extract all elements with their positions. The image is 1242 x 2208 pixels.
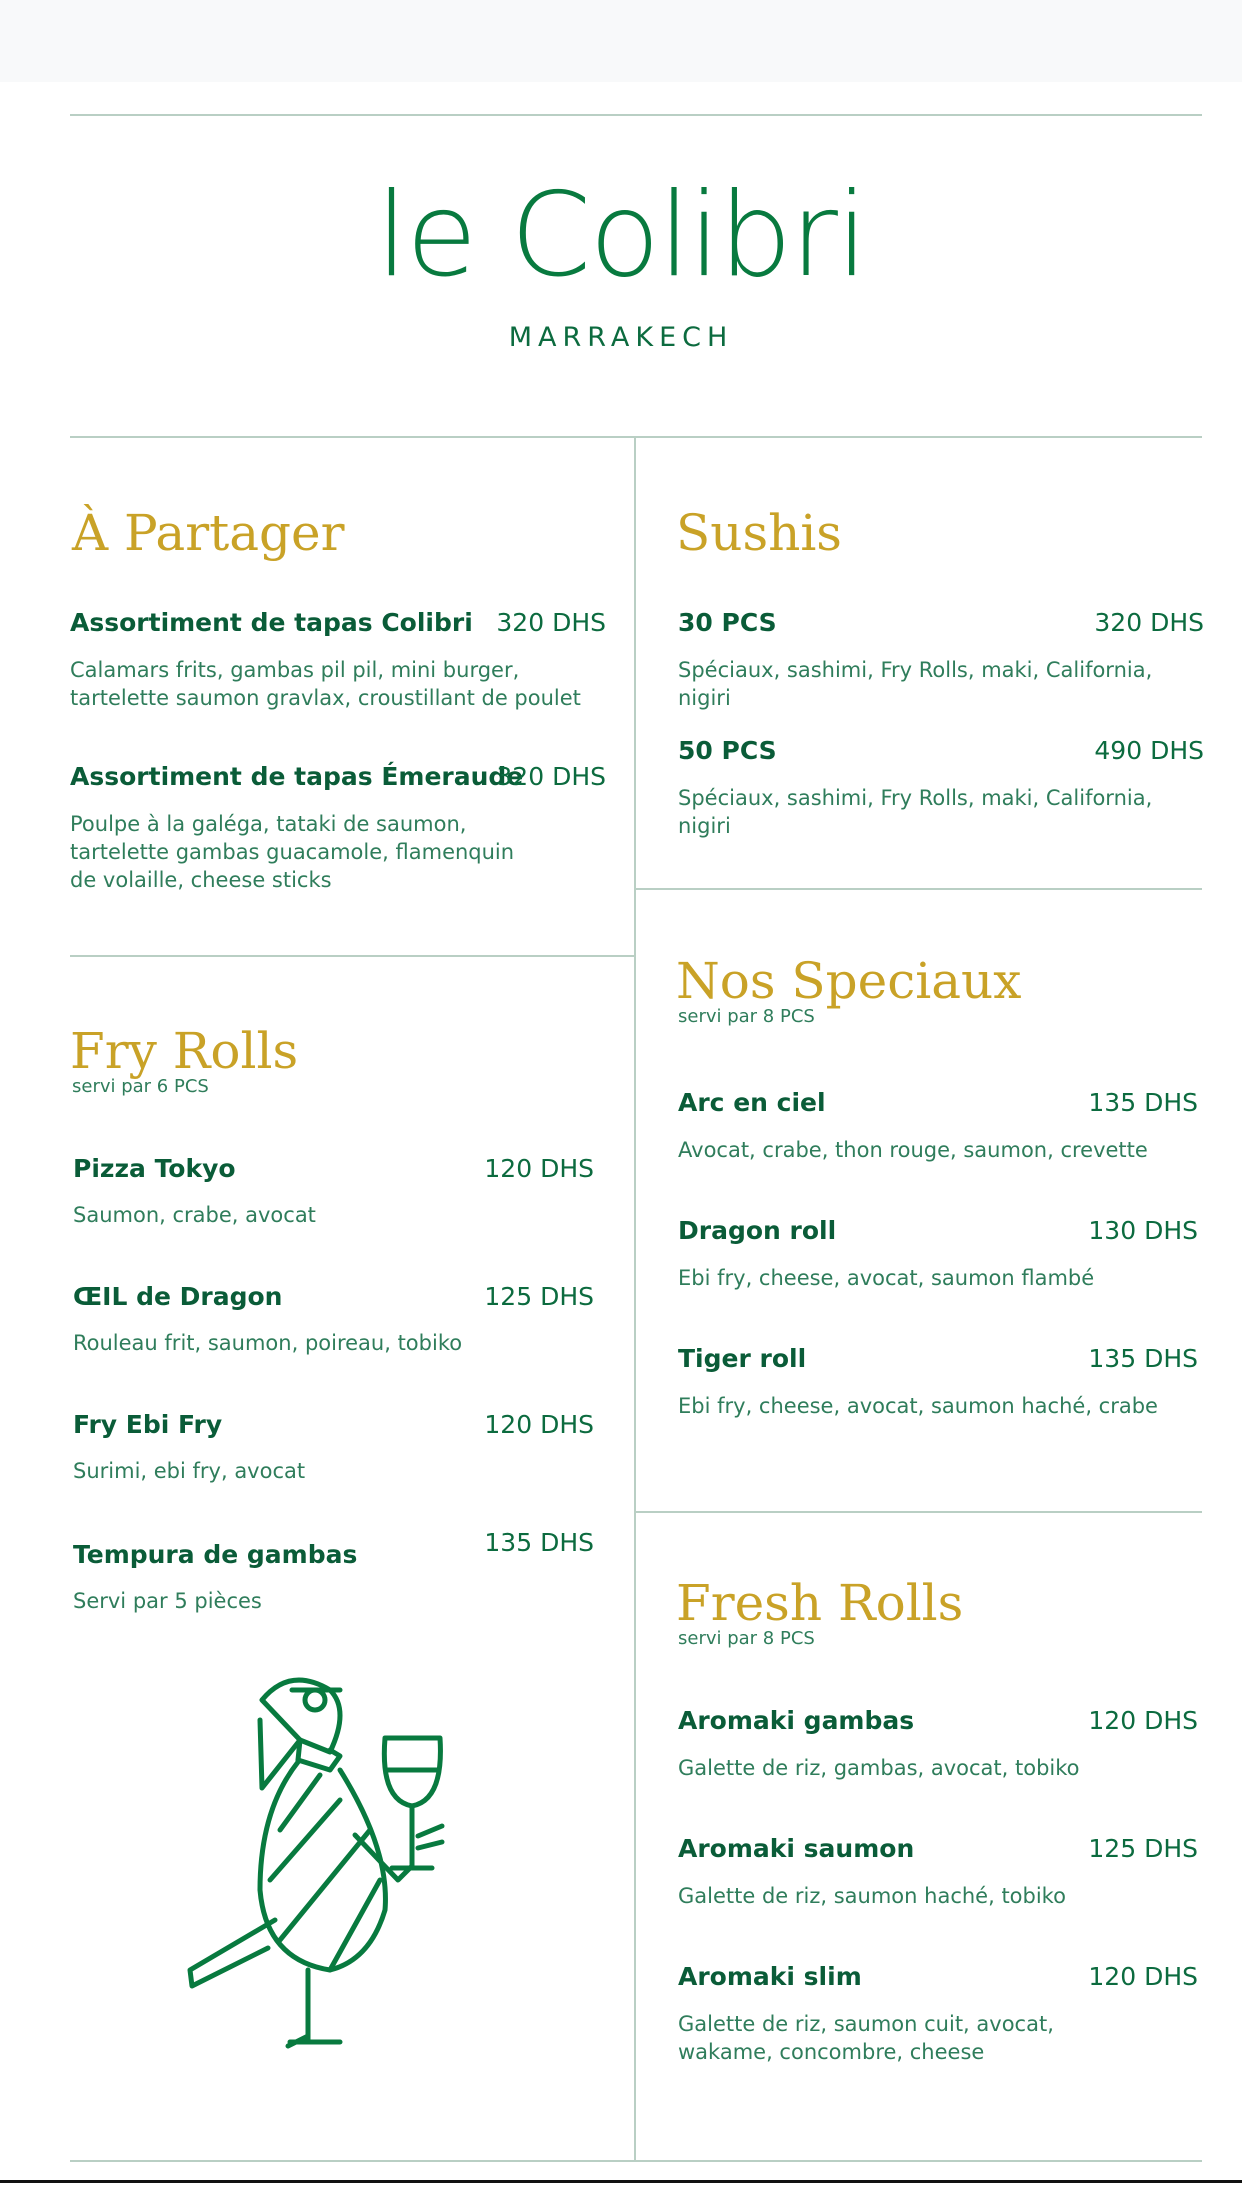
top-band xyxy=(0,0,1242,82)
menu-item-description: Calamars frits, gambas pil pil, mini burger, tartelette saumon gravlax, croustillant de poulet xyxy=(70,658,581,710)
menu-item-name: Tiger roll xyxy=(678,1344,807,1373)
menu-item-price: 120 DHS xyxy=(484,1154,594,1183)
page-bottom-rule xyxy=(0,2180,1242,2183)
section-title-partager: À Partager xyxy=(72,504,345,562)
menu-item-price: 320 DHS xyxy=(1094,608,1204,637)
menu-item-description: Surimi, ebi fry, avocat xyxy=(73,1459,306,1483)
menu-item-price: 320 DHS xyxy=(496,762,606,791)
menu-item-description: Poulpe à la galéga, tataki de saumon, tartelette gambas guacamole, flamenquin de volaille, cheese sticks xyxy=(70,812,515,892)
divider-top xyxy=(70,114,1202,116)
divider-right-2 xyxy=(636,1511,1202,1513)
menu-item-price: 135 DHS xyxy=(1088,1088,1198,1117)
section-title-sushis: Sushis xyxy=(676,504,842,562)
menu-item-description: Saumon, crabe, avocat xyxy=(73,1203,316,1227)
menu-item-description: Servi par 5 pièces xyxy=(73,1589,262,1613)
section-subtitle: servi par 6 PCS xyxy=(72,1076,209,1097)
menu-item-name: Aromaki slim xyxy=(678,1962,862,1991)
restaurant-city: MARRAKECH xyxy=(508,322,734,353)
menu-item-name: Aromaki gambas xyxy=(678,1706,915,1735)
menu-item-price: 320 DHS xyxy=(496,608,606,637)
bird-with-wine-glass-icon xyxy=(180,1670,500,2050)
menu-item-name: ŒIL de Dragon xyxy=(73,1282,283,1311)
menu-item-description: Rouleau frit, saumon, poireau, tobiko xyxy=(73,1331,463,1355)
menu-item-description: Ebi fry, cheese, avocat, saumon haché, crabe xyxy=(678,1394,1158,1418)
menu-item-name: Arc en ciel xyxy=(678,1088,826,1117)
menu-item-name: Aromaki saumon xyxy=(678,1834,915,1863)
divider-center xyxy=(634,436,636,2162)
divider-header xyxy=(70,436,1202,438)
menu-item-price: 120 DHS xyxy=(1088,1962,1198,1991)
menu-item-name: 30 PCS xyxy=(678,608,777,637)
menu-item-price: 120 DHS xyxy=(484,1410,594,1439)
menu-item-description: Spéciaux, sashimi, Fry Rolls, maki, California, nigiri xyxy=(678,786,1153,838)
restaurant-logo: le Colibri xyxy=(375,168,867,303)
menu-item-price: 125 DHS xyxy=(1088,1834,1198,1863)
menu-item-description: Avocat, crabe, thon rouge, saumon, crevette xyxy=(678,1138,1148,1162)
section-title-fresh-rolls: Fresh Rolls xyxy=(676,1574,964,1632)
menu-item-price: 120 DHS xyxy=(1088,1706,1198,1735)
menu-item-name: Fry Ebi Fry xyxy=(73,1410,223,1439)
menu-item-name: Pizza Tokyo xyxy=(73,1154,236,1183)
menu-item-name: 50 PCS xyxy=(678,736,777,765)
menu-item-name: Assortiment de tapas Colibri xyxy=(70,608,473,637)
section-subtitle: servi par 8 PCS xyxy=(678,1006,815,1027)
menu-item-price: 135 DHS xyxy=(484,1528,594,1557)
menu-item-description: Spéciaux, sashimi, Fry Rolls, maki, California, nigiri xyxy=(678,658,1153,710)
section-title-fry-rolls: Fry Rolls xyxy=(70,1022,299,1080)
menu-item-price: 135 DHS xyxy=(1088,1344,1198,1373)
section-title-speciaux: Nos Speciaux xyxy=(676,952,1022,1010)
divider-bottom xyxy=(70,2160,1202,2162)
divider-left-mid xyxy=(70,955,634,957)
menu-item-description: Galette de riz, saumon haché, tobiko xyxy=(678,1884,1066,1908)
menu-item-price: 490 DHS xyxy=(1094,736,1204,765)
menu-item-price: 130 DHS xyxy=(1088,1216,1198,1245)
menu-item-name: Tempura de gambas xyxy=(73,1540,358,1569)
section-subtitle: servi par 8 PCS xyxy=(678,1628,815,1649)
menu-item-description: Galette de riz, gambas, avocat, tobiko xyxy=(678,1756,1080,1780)
menu-item-name: Dragon roll xyxy=(678,1216,837,1245)
menu-item-price: 125 DHS xyxy=(484,1282,594,1311)
menu-item-description: Ebi fry, cheese, avocat, saumon flambé xyxy=(678,1266,1095,1290)
divider-right-1 xyxy=(636,888,1202,890)
menu-item-description: Galette de riz, saumon cuit, avocat, wakame, concombre, cheese xyxy=(678,2012,1054,2064)
menu-item-name: Assortiment de tapas Émeraude xyxy=(70,762,524,791)
